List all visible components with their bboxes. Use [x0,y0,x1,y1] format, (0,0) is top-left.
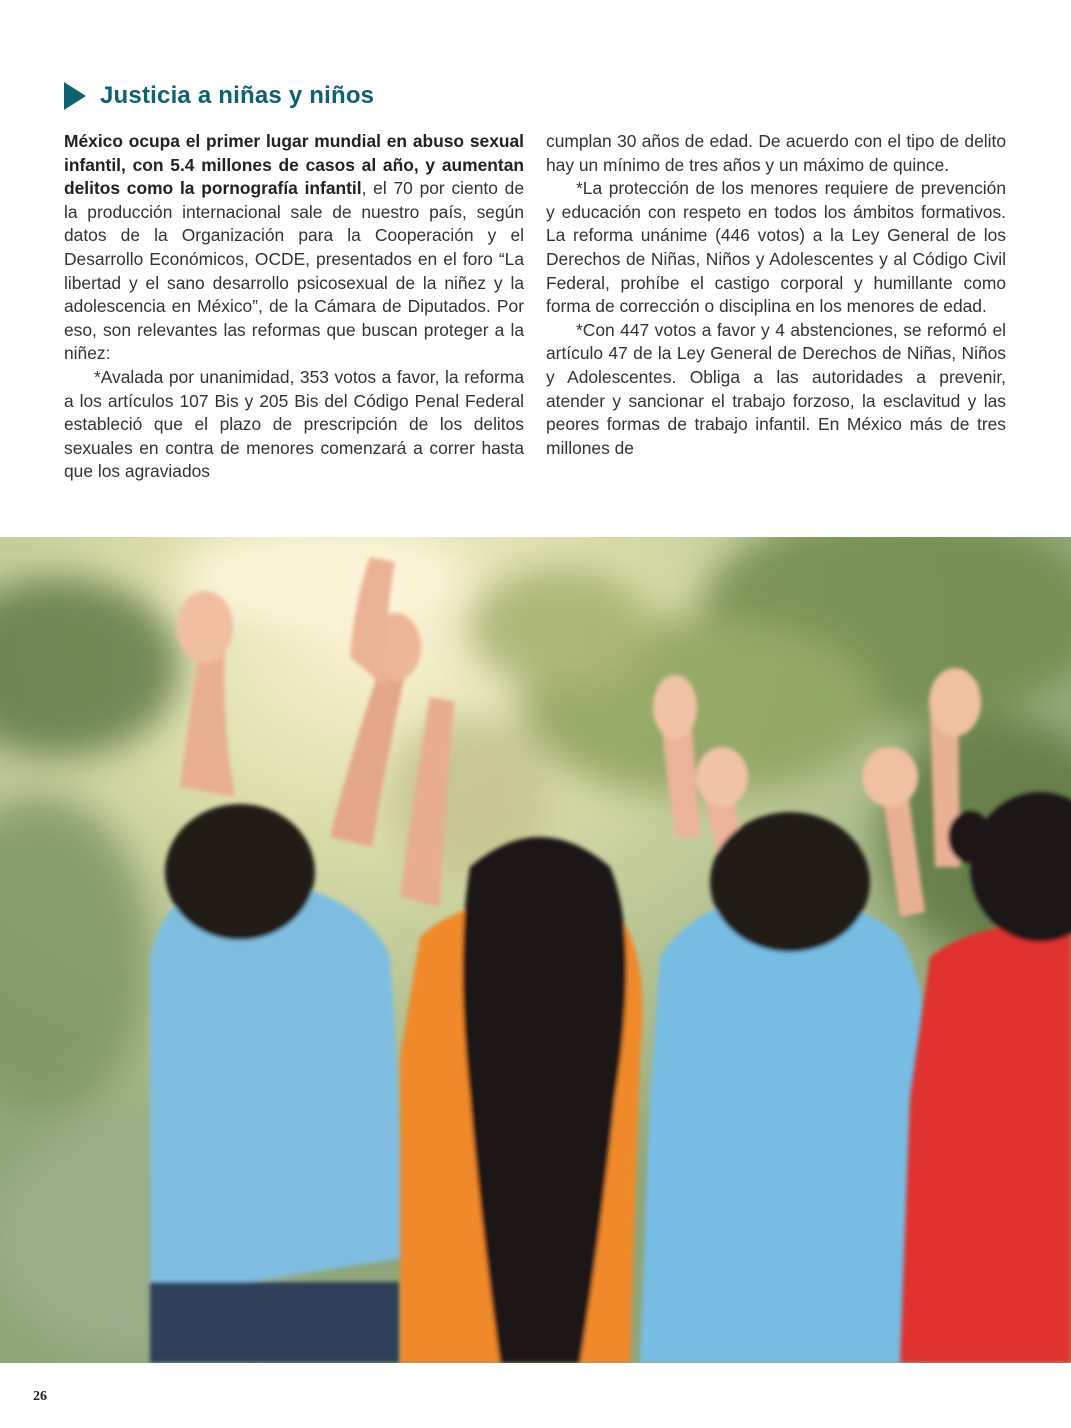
section-title: Justicia a niñas y niños [100,82,375,109]
right-column [546,130,1006,460]
left-column [64,130,524,484]
left-paragraph-2: *Avalada por unanimidad, 353 votos a favor, la reforma a los artículos 107 Bis y 205 Bis del Código Penal Federal estableció que el plazo de prescripción de los delitos sexuales en contra de menores comenzará a correr hasta que los agraviados [64,366,524,482]
play-triangle-icon [64,82,86,110]
lead-text: México ocupa el primer lugar mundial en abuso sexual infantil, con 5.4 millones de casos al año, y aumentan delitos como la pornografía infantil [64,131,524,199]
children-photo [0,537,1071,1363]
page-number: 26 [33,1389,47,1404]
section-heading [64,78,374,114]
right-paragraph-2: *La protección de los menores requiere de prevención y educación con respeto en todos los ámbitos formativos. La reforma unánime (446 votos) a la Ley General de los Derechos de Niñas, Niños y Adolescentes y al Código Civil Federal, prohíbe el castigo corporal y humillante como forma de corrección o disciplina en los menores de edad. [546,178,1006,317]
right-paragraph-3: *Con 447 votos a favor y 4 abstenciones, se reformó el artículo 47 de la Ley General de Derechos de Niñas, Niños y Adolescentes. Obliga a las autoridades a prevenir, atender y sancionar el trabajo forzoso, la esclavitud y las peores formas de trabajo infantil. En México más de tres millones de [546,319,1006,458]
left-paragraph-1 [64,130,524,366]
right-paragraph-1: cumplan 30 años de edad. De acuerdo con el tipo de delito hay un mínimo de tres años y un máximo de quince. [546,131,1006,175]
lead-continuation: , el 70 por ciento de la producción internacional sale de nuestro país, según datos de la Organización para la Cooperación y el Desarrollo Económicos, OCDE, presentados en el foro “La libertad y el sano desarrollo psicosexual de la niñez y la adolescencia en México”, de la Cámara de Diputados. Por eso, son relevantes las reformas que buscan proteger a la niñez: [64,178,524,364]
